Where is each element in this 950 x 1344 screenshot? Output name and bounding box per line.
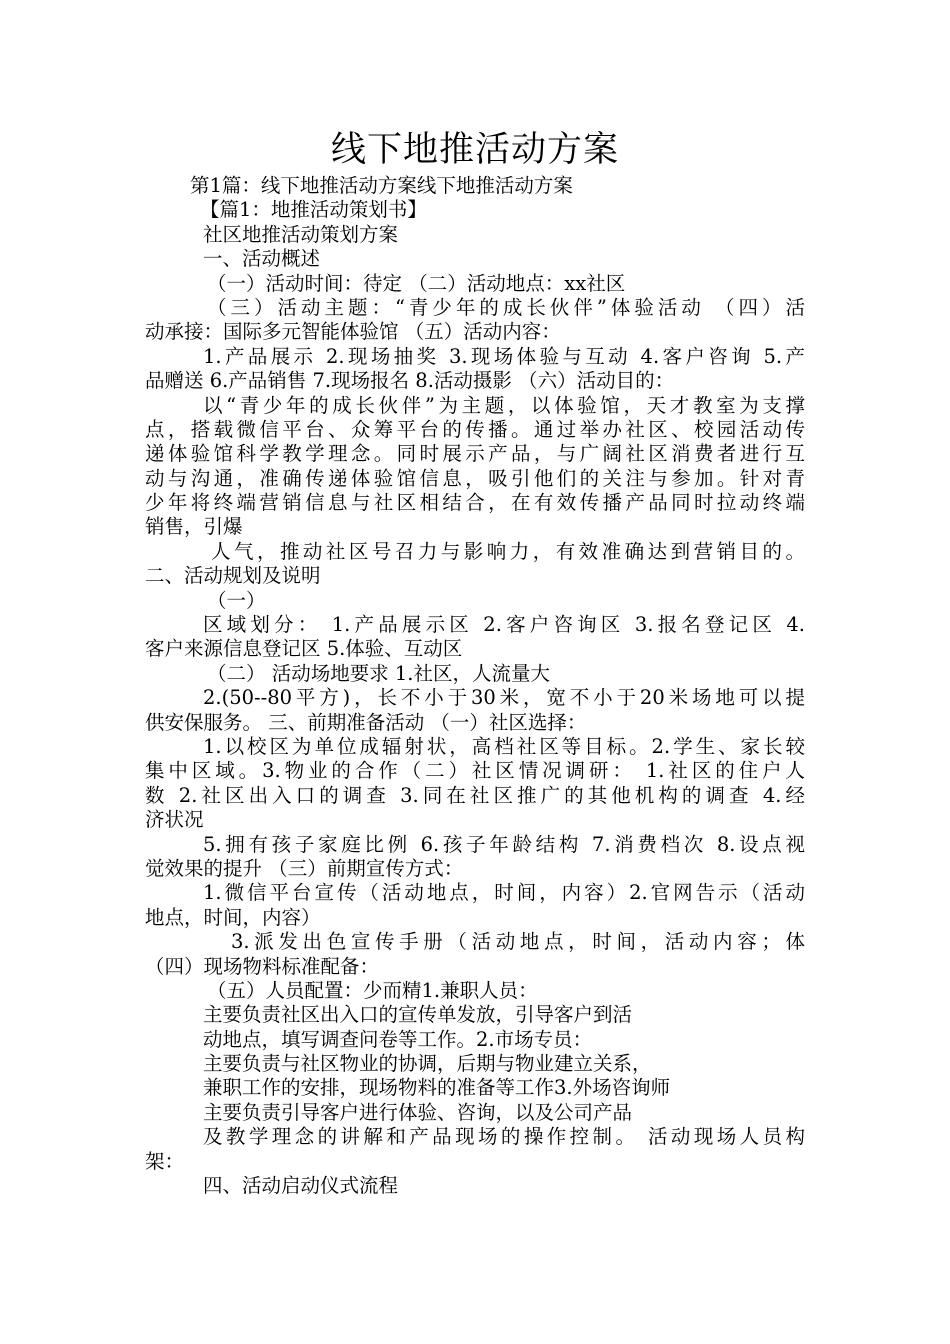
- document-title: 线下地推活动方案: [330, 130, 619, 170]
- text-line: 架：: [145, 1149, 185, 1173]
- text-line: 供安保服务。 三、前期准备活动 （一）社区选择：: [145, 710, 587, 734]
- text-line: 一、活动概述: [203, 247, 321, 271]
- text-line: 地点，时间，内容）: [145, 905, 321, 929]
- text-line: 5.拥有孩子家庭比例 6.孩子年龄结构 7.消费档次 8.设点视: [203, 832, 805, 856]
- text-line: 觉效果的提升 （三）前期宣传方式：: [145, 856, 464, 880]
- text-line: 品赠送 6.产品销售 7.现场报名 8.活动摄影 （六）活动目的：: [145, 369, 675, 393]
- text-line: 兼职工作的安排，现场物料的准备等工作3.外场咨询师: [203, 1076, 671, 1100]
- text-line: 二、活动规划及说明: [145, 564, 321, 588]
- text-line: 四、活动启动仪式流程: [203, 1174, 399, 1198]
- text-line: （二） 活动场地要求 1.社区，人流量大: [207, 661, 551, 685]
- text-line: 少年将终端营销信息与社区相结合，在有效传播产品同时拉动终端: [145, 491, 805, 515]
- text-line: 主要负责引导客户进行体验、咨询，以及公司产品: [203, 1100, 633, 1124]
- text-line: 动承接：国际多元智能体验馆 （五）活动内容：: [145, 320, 561, 344]
- text-line: 以“青少年的成长伙伴”为主题，以体验馆，天才教室为支撑: [203, 393, 805, 417]
- text-line: 第1篇：线下地推活动方案线下地推活动方案: [190, 174, 573, 197]
- text-line: 集中区域。3.物业的合作（二）社区情况调研： 1.社区的住户人: [145, 759, 805, 783]
- text-line: （一）活动时间：待定 （二）活动地点：xx社区: [207, 271, 626, 295]
- text-line: 【篇1：地推活动策划书】: [200, 198, 427, 222]
- text-line: （五）人员配置：少而精1.兼职人员：: [207, 978, 538, 1002]
- text-line: （三）活动主题：“青少年的成长伙伴”体验活动 （四）活: [207, 295, 805, 319]
- text-line: 主要负责与社区物业的协调，后期与物业建立关系，: [203, 1052, 652, 1076]
- text-line: 2.(50--80平方)，长不小于30米，宽不小于20米场地可以提: [203, 686, 805, 710]
- text-line: 济状况: [145, 808, 204, 832]
- text-line: 点，搭载微信平台、众筹平台的传播。通过举办社区、校园活动传: [145, 417, 805, 441]
- text-line: 销售，引爆: [145, 515, 243, 539]
- text-line: 社区地推活动策划方案: [203, 222, 399, 246]
- text-line: 数 2.社区出入口的调查 3.同在社区推广的其他机构的调查 4.经: [145, 783, 805, 807]
- text-line: 3.派发出色宣传手册（活动地点，时间，活动内容；体: [231, 930, 805, 954]
- text-line: 及教学理念的讲解和产品现场的操作控制。 活动现场人员构: [203, 1125, 805, 1149]
- text-line: 动地点，填写调查问卷等工作。2.市场专员：: [203, 1027, 593, 1051]
- text-line: （一）: [207, 588, 266, 612]
- text-line: 递体验馆科学教学理念。同时展示产品，与广阔社区消费者进行互: [145, 442, 805, 466]
- text-line: 1.以校区为单位成辐射状，高档社区等目标。2.学生、家长较: [203, 734, 805, 758]
- text-line: （四）现场物料标准配备：: [145, 954, 380, 978]
- text-line: 1.微信平台宣传（活动地点，时间，内容）2.官网告示（活动: [203, 881, 805, 905]
- text-line: 动与沟通，准确传递体验馆信息，吸引他们的关注与参加。针对青: [145, 466, 805, 490]
- text-line: 人气，推动社区号召力与影响力，有效准确达到营销目的。: [211, 539, 805, 563]
- document-body: [145, 174, 805, 1198]
- text-line: 1.产品展示 2.现场抽奖 3.现场体验与互动 4.客户咨询 5.产: [203, 344, 805, 368]
- text-line: 客户来源信息登记区 5.体验、互动区: [145, 637, 463, 661]
- text-line: 主要负责社区出入口的宣传单发放，引导客户到活: [203, 1003, 633, 1027]
- text-line: 区域划分： 1.产品展示区 2.客户咨询区 3.报名登记区 4.: [203, 613, 805, 637]
